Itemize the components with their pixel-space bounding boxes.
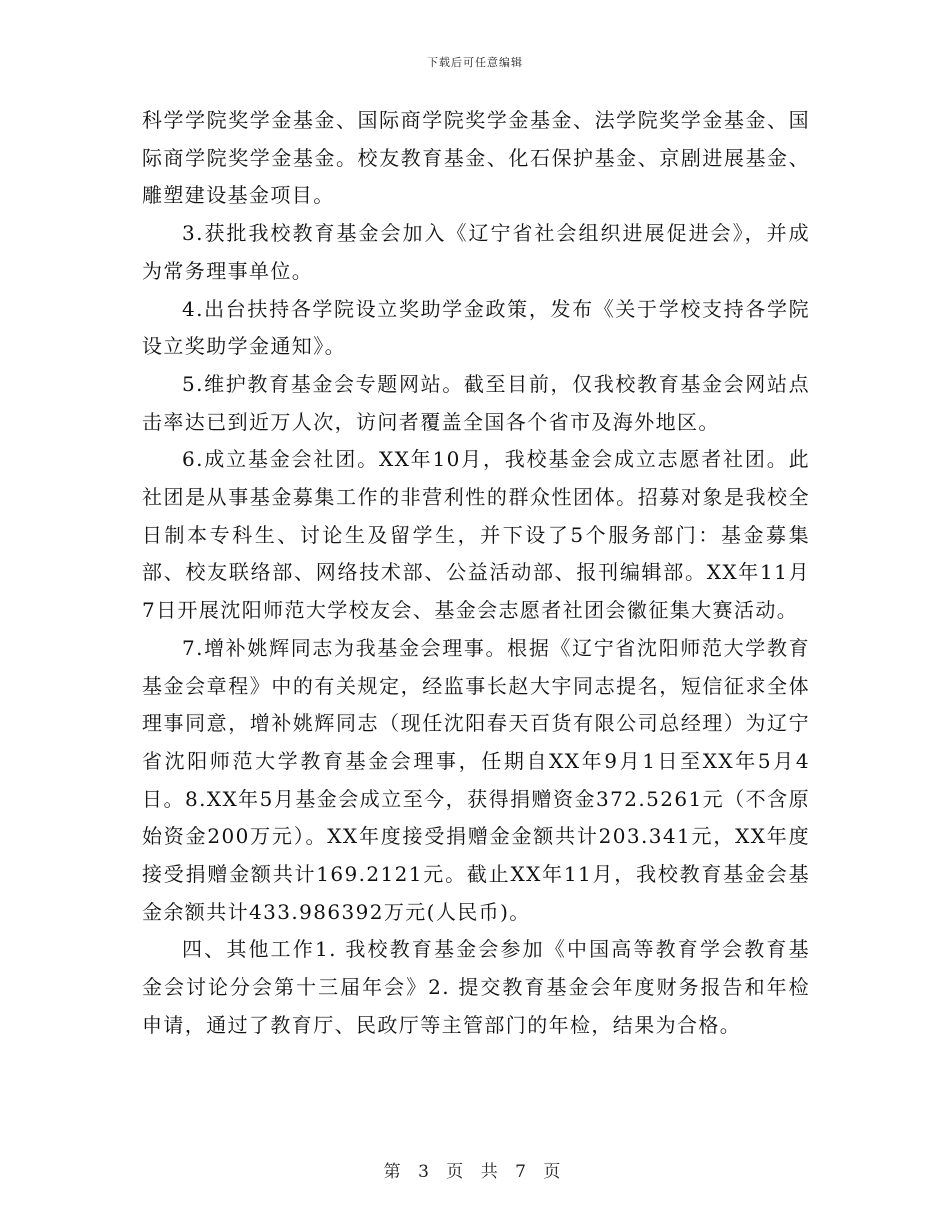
paragraph-item-6: 6.成立基金会社团。XX年10月，我校基金会成立志愿者社团。此社团是从事基金募集工作的非营利性的群众性团体。招募对象是我校全日制本专科生、讨论生及留学生，并下设了5个服务部门：基金募集部、校友联络部、网络技术部、公益活动部、报刊编辑部。XX年11月7日开展沈阳师范大学校友会、基金会志愿者社团会徽征集大赛活动。: [142, 447, 810, 623]
paragraph-item-4: 4.出台扶持各学院设立奖助学金政策，发布《关于学校支持各学院设立奖助学金通知》。: [142, 296, 810, 359]
page-number: 第 3 页 共 7 页: [383, 1162, 567, 1182]
paragraph-item-3: 3.获批我校教育基金会加入《辽宁省社会组织进展促进会》，并成为常务理事单位。: [142, 221, 810, 283]
page-header: 下载后可任意编辑: [427, 56, 523, 69]
paragraph-scholarship-funds: 科学学院奖学金基金、国际商学院奖学金基金、法学院奖学金基金、国际商学院奖学金基金。校友教育基金、化石保护基金、京剧进展基金、雕塑建设基金项目。: [142, 108, 810, 208]
paragraph-other-work: 四、其他工作1. 我校教育基金会参加《中国高等教育学会教育基金会讨论分会第十三届年会》2. 提交教育基金会年度财务报告和年检申请，通过了教育厅、民政厅等主管部门的年检，结果为合格。: [142, 937, 810, 1037]
document-body: [142, 102, 810, 1045]
paragraph-item-7: 7.增补姚辉同志为我基金会理事。根据《辽宁省沈阳师范大学教育基金会章程》中的有关规定，经监事长赵大宇同志提名，短信征求全体理事同意，增补姚辉同志（现任沈阳春天百货有限公司总经理）为辽宁省沈阳师范大学教育基金会理事，任期自XX年9月1日至XX年5月4日。8.XX年5月基金会成立至今，获得捐赠资金372.5261元（不含原始资金200万元）。XX年度接受捐赠金金额共计203.341元，XX年度接受捐赠金额共计169.2121元。截止XX年11月，我校教育基金会基金余额共计433.986392万元(人民币)。: [142, 635, 810, 924]
paragraph-item-5: 5.维护教育基金会专题网站。截至目前，仅我校教育基金会网站点击率达已到近万人次，访问者覆盖全国各个省市及海外地区。: [142, 371, 810, 434]
